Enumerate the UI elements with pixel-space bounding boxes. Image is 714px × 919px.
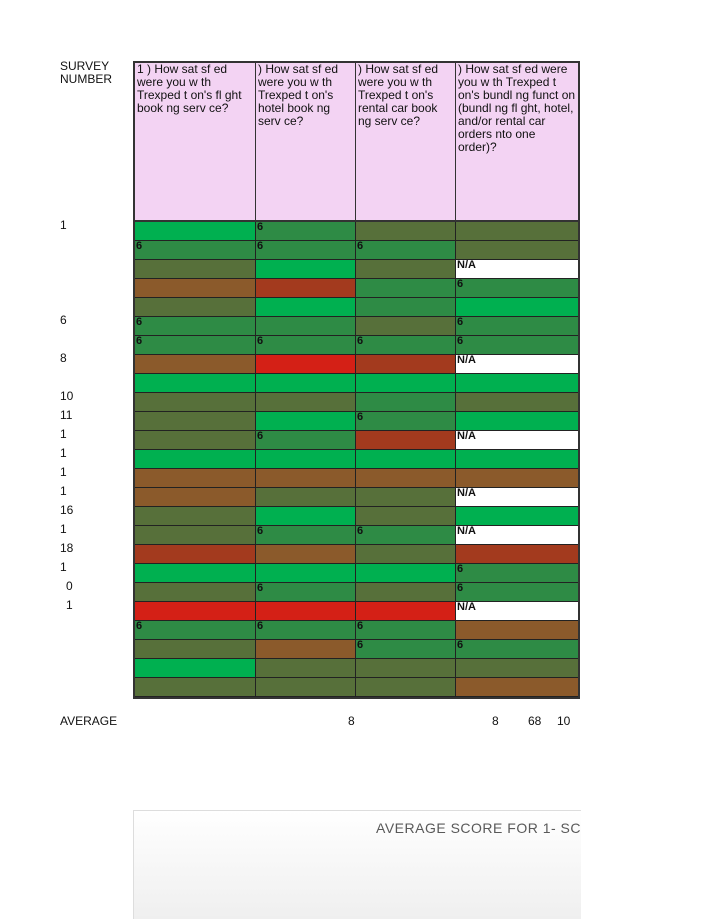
table-cell	[356, 355, 456, 374]
table-cell	[456, 393, 578, 412]
table-cell: 6	[456, 564, 578, 583]
table-cell	[356, 450, 456, 469]
table-cell: N/A	[456, 526, 578, 545]
table-cell: 6	[356, 336, 456, 355]
table-cell	[256, 507, 356, 526]
table-cell	[135, 374, 256, 393]
table-row	[135, 564, 578, 583]
table-cell: 6	[135, 241, 256, 260]
table-row	[135, 526, 578, 545]
question-header-row	[135, 63, 578, 222]
table-row	[135, 488, 578, 507]
table-cell: 6	[456, 640, 578, 659]
table-cell	[135, 298, 256, 317]
table-row	[135, 450, 578, 469]
table-cell	[356, 279, 456, 298]
table-cell	[456, 469, 578, 488]
table-row	[135, 545, 578, 564]
table-row	[135, 374, 578, 393]
table-row	[135, 336, 578, 355]
table-cell	[456, 678, 578, 697]
table-cell	[135, 640, 256, 659]
table-cell	[135, 450, 256, 469]
average-value: 8	[492, 714, 499, 728]
table-cell: N/A	[456, 260, 578, 279]
table-cell: 6	[356, 412, 456, 431]
table-cell	[256, 640, 356, 659]
table-cell	[256, 393, 356, 412]
table-cell	[135, 412, 256, 431]
survey-number: 18	[60, 541, 74, 555]
table-cell	[135, 507, 256, 526]
table-cell	[256, 602, 356, 621]
question-1-header: 1 ) How sat sf ed were you w th Trexped t on's fl ght book ng serv ce?	[135, 63, 256, 220]
table-cell	[456, 450, 578, 469]
table-cell: N/A	[456, 355, 578, 374]
survey-grid	[133, 61, 580, 699]
table-cell	[456, 545, 578, 564]
table-cell	[135, 393, 256, 412]
table-cell	[456, 222, 578, 241]
table-row	[135, 393, 578, 412]
question-3-header: ) How sat sf ed were you w th Trexped t on's rental car book ng serv ce?	[356, 63, 456, 220]
table-cell	[256, 564, 356, 583]
average-label: AVERAGE	[60, 714, 118, 728]
table-cell	[256, 545, 356, 564]
table-cell	[356, 469, 456, 488]
table-cell	[456, 412, 578, 431]
table-row	[135, 469, 578, 488]
table-cell	[356, 260, 456, 279]
table-cell	[256, 317, 356, 336]
survey-number: 1	[60, 427, 67, 441]
survey-number: 11	[60, 408, 73, 422]
table-row	[135, 583, 578, 602]
table-cell	[135, 602, 256, 621]
table-cell	[256, 374, 356, 393]
table-cell	[256, 678, 356, 697]
table-cell	[256, 488, 356, 507]
survey-number: 8	[60, 351, 67, 365]
table-cell: 6	[456, 583, 578, 602]
table-cell	[356, 583, 456, 602]
average-value: 10	[557, 714, 571, 728]
table-cell	[356, 317, 456, 336]
table-cell: 6	[356, 621, 456, 640]
table-cell	[356, 545, 456, 564]
table-row	[135, 659, 578, 678]
table-row	[135, 241, 578, 260]
table-cell	[135, 526, 256, 545]
grid-body	[135, 222, 578, 697]
table-cell: N/A	[456, 488, 578, 507]
table-cell	[356, 393, 456, 412]
table-cell	[356, 298, 456, 317]
survey-number: 1	[60, 446, 67, 460]
table-cell: 6	[456, 317, 578, 336]
table-row	[135, 640, 578, 659]
table-cell	[356, 488, 456, 507]
table-cell	[456, 374, 578, 393]
table-cell	[356, 374, 456, 393]
table-cell	[135, 659, 256, 678]
table-cell	[135, 583, 256, 602]
table-cell	[456, 298, 578, 317]
table-cell: N/A	[456, 602, 578, 621]
survey-number: 10	[60, 389, 74, 403]
survey-number: 1	[66, 598, 73, 612]
table-cell: 6	[456, 336, 578, 355]
table-cell	[456, 507, 578, 526]
survey-number: 1	[60, 560, 67, 574]
table-row	[135, 602, 578, 621]
table-cell	[135, 678, 256, 697]
average-value: 68	[528, 714, 542, 728]
survey-number-header: SURVEY NUMBER	[60, 59, 113, 86]
table-cell	[135, 355, 256, 374]
table-cell	[135, 469, 256, 488]
survey-number: 1	[60, 218, 67, 232]
survey-number: 16	[60, 503, 74, 517]
table-cell	[356, 431, 456, 450]
table-row	[135, 678, 578, 697]
table-cell: 6	[256, 621, 356, 640]
table-cell	[256, 298, 356, 317]
table-cell: 6	[356, 640, 456, 659]
chart-title: AVERAGE SCORE FOR 1- SC	[376, 820, 581, 836]
table-cell	[456, 659, 578, 678]
table-row	[135, 317, 578, 336]
table-row	[135, 621, 578, 640]
survey-number: 1	[60, 484, 67, 498]
table-cell	[356, 222, 456, 241]
table-row	[135, 260, 578, 279]
table-cell: 6	[456, 279, 578, 298]
table-cell: 6	[135, 336, 256, 355]
table-cell	[256, 279, 356, 298]
table-row	[135, 355, 578, 374]
table-cell	[135, 564, 256, 583]
table-cell	[356, 602, 456, 621]
table-cell	[135, 222, 256, 241]
question-2-header: ) How sat sf ed were you w th Trexped t on's hotel book ng serv ce?	[256, 63, 356, 220]
table-cell	[356, 564, 456, 583]
table-cell: 6	[135, 621, 256, 640]
table-cell: 6	[356, 241, 456, 260]
question-4-header: ) How sat sf ed were you w th Trexped t on's bundl ng funct on (bundl ng fl ght, hotel, and/or rental car orders nto one order)?	[458, 63, 576, 154]
table-cell	[256, 469, 356, 488]
chart-panel	[133, 810, 581, 919]
table-cell: 6	[256, 336, 356, 355]
table-cell	[456, 621, 578, 640]
table-cell	[256, 355, 356, 374]
table-cell	[356, 659, 456, 678]
table-cell	[356, 678, 456, 697]
table-cell: 6	[256, 431, 356, 450]
table-cell: N/A	[456, 431, 578, 450]
table-row	[135, 431, 578, 450]
table-cell	[135, 279, 256, 298]
table-cell: 6	[256, 241, 356, 260]
table-row	[135, 298, 578, 317]
table-cell	[256, 412, 356, 431]
average-value: 8	[348, 714, 355, 728]
table-row	[135, 222, 578, 241]
table-cell: 6	[256, 526, 356, 545]
survey-number: 0	[66, 579, 73, 593]
table-cell	[256, 659, 356, 678]
table-cell: 6	[135, 317, 256, 336]
table-cell	[356, 507, 456, 526]
table-row	[135, 412, 578, 431]
table-cell	[256, 260, 356, 279]
table-cell	[135, 545, 256, 564]
table-cell	[135, 431, 256, 450]
table-cell: 6	[256, 222, 356, 241]
table-cell	[135, 260, 256, 279]
survey-number: 1	[60, 522, 67, 536]
table-cell	[456, 241, 578, 260]
table-cell: 6	[256, 583, 356, 602]
table-cell: 6	[356, 526, 456, 545]
survey-number: 1	[60, 465, 67, 479]
table-row	[135, 507, 578, 526]
table-cell	[135, 488, 256, 507]
survey-number: 6	[60, 313, 67, 327]
table-cell	[256, 450, 356, 469]
table-row	[135, 279, 578, 298]
